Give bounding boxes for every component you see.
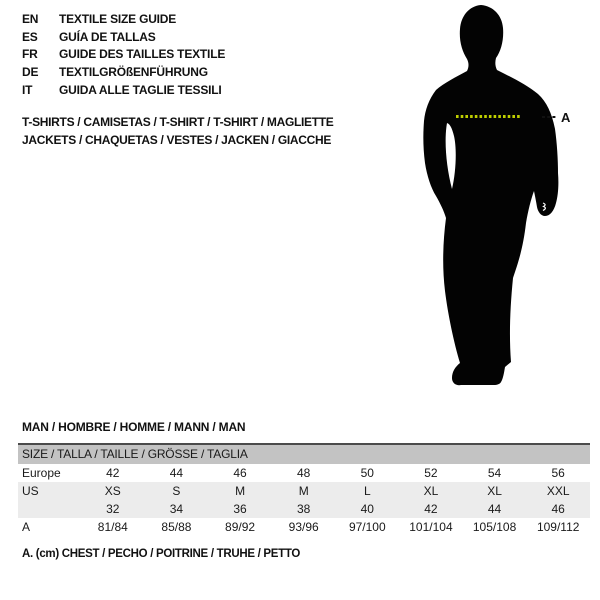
size-cell: 40 <box>360 502 374 516</box>
size-cell: 36 <box>233 502 247 516</box>
size-cell: 93/96 <box>288 520 319 534</box>
size-cell: 105/108 <box>472 520 517 534</box>
language-code: FR <box>22 47 38 62</box>
size-cell: 46 <box>233 466 247 480</box>
language-title: GUÍA DE TALLAS <box>59 29 156 44</box>
size-cell: 46 <box>551 502 565 516</box>
size-table-row <box>18 500 590 518</box>
section-title: MAN / HOMBRE / HOMME / MANN / MAN <box>22 420 246 434</box>
size-cell: M <box>235 484 246 498</box>
size-table-row <box>18 464 590 482</box>
language-title: GUIDE DES TAILLES TEXTILE <box>59 47 226 62</box>
category-line: JACKETS / CHAQUETAS / VESTES / JACKEN / GIACCHE <box>22 133 332 147</box>
size-cell: 42 <box>106 466 120 480</box>
size-cell: 38 <box>297 502 311 516</box>
size-cell: 97/100 <box>348 520 386 534</box>
language-title: GUIDA ALLE TAGLIE TESSILI <box>59 82 222 97</box>
size-table <box>18 443 590 536</box>
size-cell: XL <box>423 484 439 498</box>
size-cell: XXL <box>546 484 570 498</box>
size-cell: 85/88 <box>161 520 192 534</box>
size-table-row <box>18 482 590 500</box>
language-code: ES <box>22 29 38 44</box>
language-code: IT <box>22 82 33 97</box>
size-cell: 44 <box>487 502 502 516</box>
size-cell: 81/84 <box>97 520 128 534</box>
language-title: TEXTILGRÖßENFÜHRUNG <box>59 65 208 80</box>
size-row-label <box>18 500 81 518</box>
size-row-label: Europe <box>22 466 61 480</box>
size-cell: 48 <box>297 466 311 480</box>
size-cell: M <box>298 484 309 498</box>
size-cell: 44 <box>169 466 184 480</box>
footnote: A. (cm) CHEST / PECHO / POITRINE / TRUHE / PETTO <box>22 548 301 560</box>
language-title: TEXTILE SIZE GUIDE <box>59 12 177 26</box>
size-cell: 42 <box>424 502 438 516</box>
measure-label-a: A <box>561 110 571 125</box>
size-cell: 52 <box>424 466 438 480</box>
size-cell: L <box>363 484 371 498</box>
size-cell: 56 <box>551 466 565 480</box>
size-cell: 54 <box>487 466 502 480</box>
size-cell: S <box>172 484 181 498</box>
size-cell: XS <box>104 484 121 498</box>
language-code: DE <box>22 65 39 80</box>
size-cell: 32 <box>106 502 120 516</box>
size-table-header: SIZE / TALLA / TAILLE / GRÖSSE / TAGLIA <box>18 445 590 464</box>
size-table-row <box>18 518 590 536</box>
size-cell: 101/104 <box>409 520 453 534</box>
size-cell: 109/112 <box>536 520 580 534</box>
size-row-label: US <box>22 484 39 498</box>
size-cell: 89/92 <box>225 520 256 534</box>
man-silhouette <box>423 5 558 385</box>
size-cell: XL <box>487 484 502 498</box>
size-row-label: A <box>22 520 31 534</box>
language-code: EN <box>22 12 39 26</box>
size-cell: 50 <box>360 466 374 480</box>
category-line: T-SHIRTS / CAMISETAS / T-SHIRT / T-SHIRT / MAGLIETTE <box>22 115 334 129</box>
size-cell: 34 <box>169 502 184 516</box>
